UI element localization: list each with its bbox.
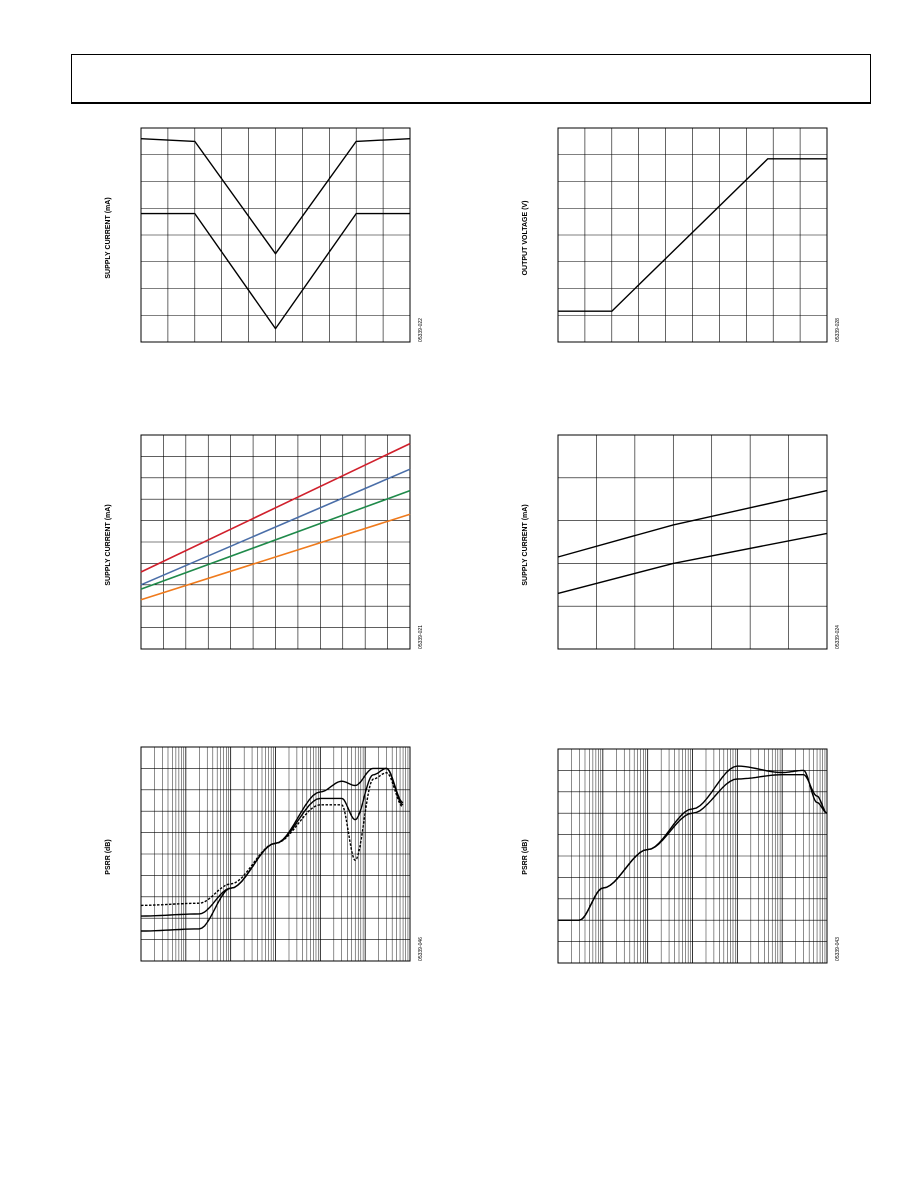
- plot-area: [558, 749, 827, 963]
- figure-id: 05339-028: [835, 318, 841, 342]
- plot-area: [141, 747, 410, 961]
- series-line-2: [141, 768, 403, 916]
- plot-area: [558, 435, 827, 649]
- gridlines: [558, 435, 827, 649]
- figure-id: 05339-046: [418, 937, 424, 961]
- chart-psrr-2: [517, 737, 847, 977]
- plot-frame: [558, 435, 827, 649]
- chart-supply-current-1: [100, 118, 430, 358]
- ylabel: PSRR (dB): [522, 839, 529, 875]
- gridlines: [558, 749, 827, 963]
- gridlines: [558, 128, 827, 342]
- ylabel: SUPPLY CURRENT (mA): [105, 197, 112, 279]
- series-line-1: [558, 491, 827, 557]
- plot-area: [141, 128, 410, 342]
- chart-supply-current-3: [517, 425, 847, 665]
- plot-area: [141, 435, 410, 649]
- gridlines: [141, 435, 410, 649]
- figure-id: 05339-043: [835, 937, 841, 961]
- chart-output-voltage: [517, 118, 847, 358]
- figure-id: 05339-022: [418, 318, 424, 342]
- ylabel: PSRR (dB): [105, 839, 112, 875]
- chart-psrr-1: [100, 737, 430, 977]
- gridlines: [141, 128, 410, 342]
- ylabel: OUTPUT VOLTAGE (V): [522, 200, 529, 276]
- figure-id: 05339-021: [418, 625, 424, 649]
- chart-supply-current-2: [100, 425, 430, 665]
- plot-area: [558, 128, 827, 342]
- ylabel: SUPPLY CURRENT (mA): [105, 504, 112, 586]
- series-line-3: [141, 768, 403, 931]
- page-header-box: [71, 54, 871, 104]
- ylabel: SUPPLY CURRENT (mA): [522, 504, 529, 586]
- series-line-1: [141, 773, 403, 906]
- figure-id: 05339-024: [835, 625, 841, 649]
